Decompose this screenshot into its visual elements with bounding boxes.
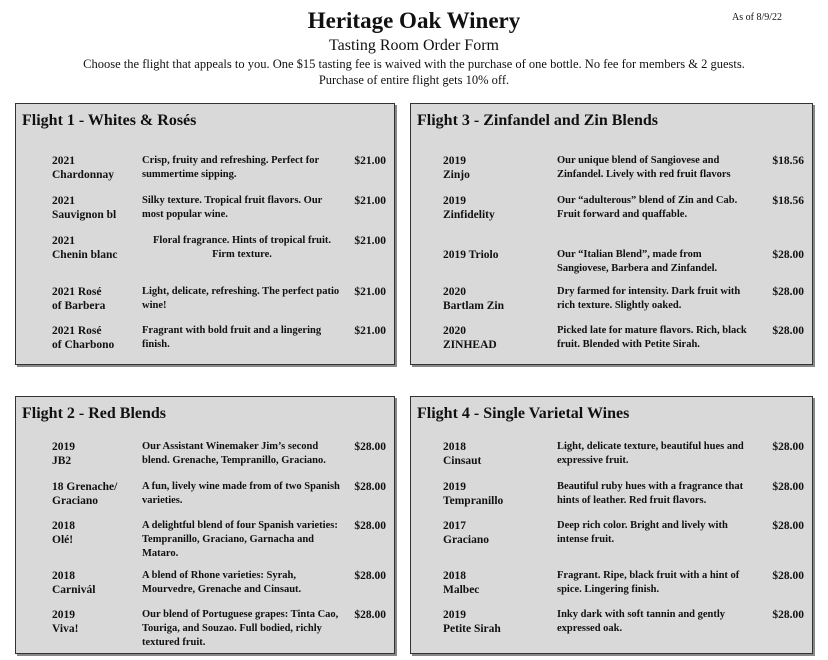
wine-name: 2019 Zinfidelity: [443, 195, 495, 221]
wine-name: 2019 JB2: [52, 441, 75, 467]
wine-price: $28.00: [354, 441, 386, 453]
winery-title: Heritage Oak Winery: [307, 8, 521, 33]
flight-title: Flight 4 - Single Varietal Wines: [417, 405, 630, 422]
wine-description: Inky dark with soft tannin and gently expressed oak.: [557, 609, 726, 634]
flight-2-box: [15, 396, 395, 654]
wine-name: 2019 Tempranillo: [443, 481, 504, 507]
wine-name: 18 Grenache/ Graciano: [52, 481, 118, 507]
wine-description: Light, delicate, refreshing. The perfect patio wine!: [142, 286, 340, 311]
wine-description: Beautiful ruby hues with a fragrance that hints of leather. Red fruit flavors.: [557, 481, 744, 506]
wine-description: Light, delicate texture, beautiful hues and expressive fruit.: [557, 441, 744, 466]
wine-price: $28.00: [772, 481, 804, 493]
flight-title: Flight 2 - Red Blends: [22, 405, 167, 422]
wine-description: A delightful blend of four Spanish varieties: Tempranillo, Graciano, Garnacha and Mataro.: [142, 520, 338, 559]
wine-price: $28.00: [772, 520, 804, 532]
wine-name: 2018 Cinsaut: [443, 441, 482, 467]
wine-description: Our “Italian Blend”, made from Sangiovese, Barbera and Zinfandel.: [557, 249, 718, 274]
wine-description: Crisp, fruity and refreshing. Perfect for summertime sipping.: [142, 155, 320, 180]
flight-4-box: [410, 396, 813, 654]
wine-price: $28.00: [354, 520, 386, 532]
wine-name: 2020 Bartlam Zin: [443, 286, 505, 312]
wine-price: $18.56: [772, 195, 804, 207]
wine-description: Our blend of Portuguese grapes: Tinta Cao, Touriga, and Souzao. Full bodied, richly textured fruit.: [142, 609, 339, 648]
flight-1-box: [15, 103, 395, 365]
intro-line-2: Purchase of entire flight gets 10% off.: [318, 73, 510, 87]
flight-3-box: [410, 103, 813, 365]
wine-name: 2018 Malbec: [443, 570, 480, 596]
wine-description: Floral fragrance. Hints of tropical fruit. Firm texture.: [153, 235, 331, 260]
wine-description: Deep rich color. Bright and lively with intense fruit.: [557, 520, 728, 545]
wine-name: 2021 Sauvignon bl: [52, 195, 117, 221]
wine-price: $28.00: [772, 570, 804, 582]
wine-description: Our Assistant Winemaker Jim’s second blend. Grenache, Tempranillo, Graciano.: [142, 441, 326, 466]
wine-price: $21.00: [354, 195, 386, 207]
wine-description: Fragrant. Ripe, black fruit with a hint of spice. Lingering finish.: [557, 570, 740, 595]
wine-name: 2020 ZINHEAD: [443, 325, 497, 351]
wine-price: $28.00: [772, 609, 804, 621]
wine-price: $18.56: [772, 155, 804, 167]
wine-description: Fragrant with bold fruit and a lingering finish.: [142, 325, 322, 350]
wine-description: A fun, lively wine made from of two Spanish varieties.: [142, 481, 340, 506]
wine-name: 2018 Carnivál: [52, 570, 96, 596]
wine-price: $28.00: [772, 441, 804, 453]
wine-description: Our unique blend of Sangiovese and Zinfandel. Lively with red fruit flavors: [557, 155, 731, 180]
wine-name: 2019 Petite Sirah: [443, 609, 501, 635]
wine-price: $21.00: [354, 286, 386, 298]
wine-name: 2021 Chardonnay: [52, 155, 114, 181]
wine-price: $28.00: [772, 286, 804, 298]
wine-price: $28.00: [354, 481, 386, 493]
wine-price: $21.00: [354, 325, 386, 337]
form-subtitle: Tasting Room Order Form: [329, 37, 499, 54]
wine-name: 2021 Rosé of Charbono: [52, 325, 115, 351]
wine-price: $28.00: [772, 249, 804, 261]
wine-price: $21.00: [354, 235, 386, 247]
wine-name: 2019 Zinjo: [443, 155, 470, 181]
wine-price: $28.00: [354, 570, 386, 582]
wine-price: $28.00: [772, 325, 804, 337]
wine-description: Our “adulterous” blend of Zin and Cab. Fruit forward and quaffable.: [557, 195, 738, 220]
wine-name: 2018 Olé!: [52, 520, 75, 546]
wine-description: Picked late for mature flavors. Rich, black fruit. Blended with Petite Sirah.: [557, 325, 747, 350]
wine-price: $21.00: [354, 155, 386, 167]
intro-line-1: Choose the flight that appeals to you. One $15 tasting fee is waived with the purchase of one bottle. No fee for members & 2 guests.: [83, 57, 745, 71]
wine-name: 2019 Triolo: [443, 249, 499, 261]
wine-description: Silky texture. Tropical fruit flavors. Our most popular wine.: [142, 195, 323, 220]
wine-name: 2021 Chenin blanc: [52, 235, 118, 261]
flight-title: Flight 1 - Whites & Rosés: [22, 112, 197, 129]
wine-name: 2021 Rosé of Barbera: [52, 286, 106, 312]
as-of-date: As of 8/9/22: [732, 12, 782, 23]
wine-description: Dry farmed for intensity. Dark fruit with rich texture. Slightly oaked.: [557, 286, 741, 311]
wine-price: $28.00: [354, 609, 386, 621]
flight-title: Flight 3 - Zinfandel and Zin Blends: [417, 112, 658, 129]
wine-name: 2019 Viva!: [52, 609, 79, 635]
wine-description: A blend of Rhone varieties: Syrah, Mourvedre, Grenache and Cinsaut.: [142, 570, 302, 595]
wine-name: 2017 Graciano: [443, 520, 489, 546]
